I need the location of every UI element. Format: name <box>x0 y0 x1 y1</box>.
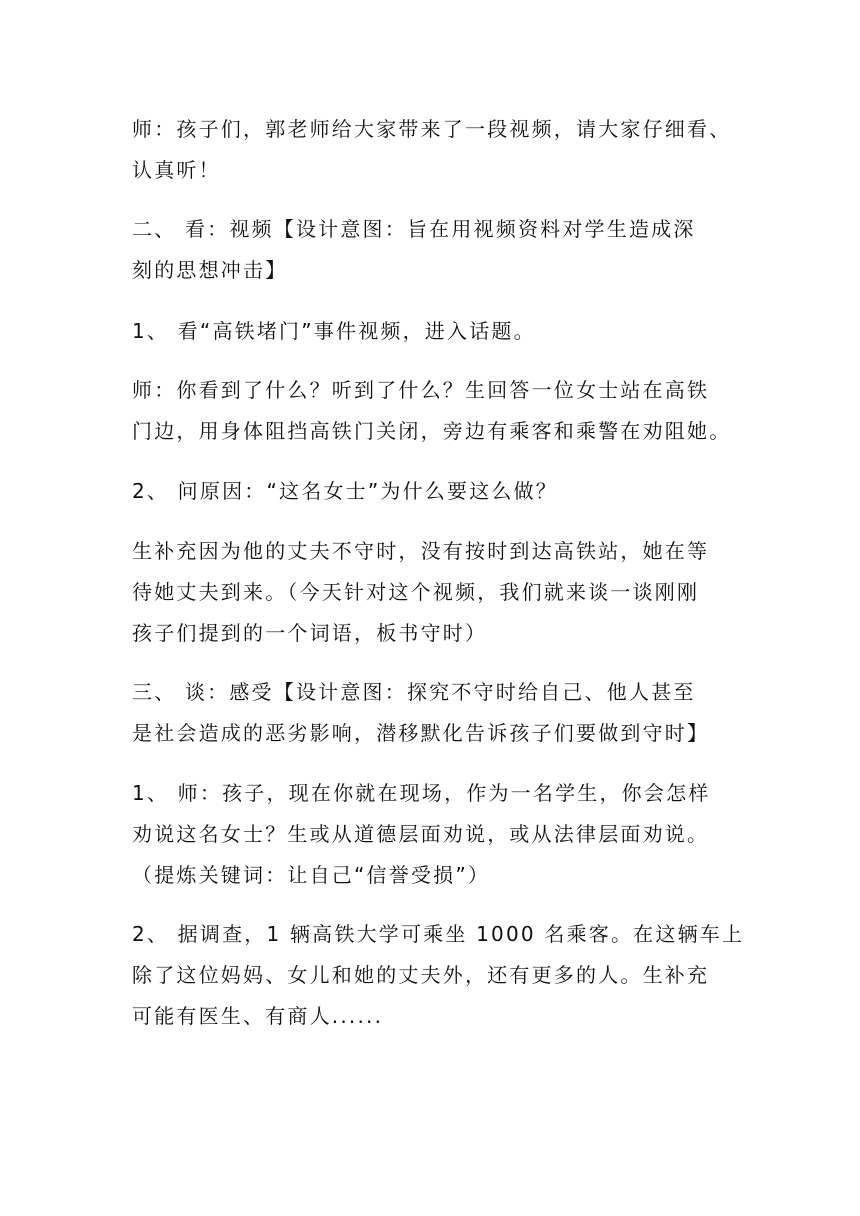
text-line: 认真听！ <box>132 158 221 182</box>
text-line: 除了这位妈妈、女儿和她的丈夫外，还有更多的人。生补充 <box>132 963 710 987</box>
text-line: 1、 看“高铁堵门”事件视频，进入话题。 <box>132 319 536 343</box>
text-line: 师：你看到了什么？听到了什么？生回答一位女士站在高铁 <box>132 378 710 402</box>
text-line: （提炼关键词：让自己“信誉受损”） <box>132 863 491 887</box>
text-line: 孩子们提到的一个词语，板书守时） <box>132 621 488 645</box>
section-heading-watch <box>132 209 732 291</box>
text-line: 三、 谈：感受【设计意图：探究不守时给自己、他人甚至 <box>132 680 696 704</box>
text-line: 待她丈夫到来。（今天针对这个视频，我们就来谈一谈刚刚 <box>132 580 700 604</box>
text-line: 生补充因为他的丈夫不守时，没有按时到达高铁站，她在等 <box>132 539 710 563</box>
list-item-persuade <box>132 773 732 896</box>
text-line: 刻的思想冲击】 <box>132 258 288 282</box>
text-line: 可能有医生、有商人...... <box>132 1004 384 1028</box>
text-line: 二、 看：视频【设计意图：旨在用视频资料对学生造成深 <box>132 217 696 241</box>
list-item-watch-video <box>132 311 732 352</box>
paragraph-student-answer <box>132 531 732 654</box>
text-line: 劝说这名女士？生或从道德层面劝说，或从法律层面劝说。 <box>132 822 710 846</box>
paragraph-teacher-question <box>132 370 732 452</box>
text-line: 门边，用身体阻挡高铁门关闭，旁边有乘客和乘警在劝阻她。 <box>132 419 732 443</box>
list-item-survey <box>132 914 745 1037</box>
text-line: 师：孩子们，郭老师给大家带来了一段视频，请大家仔细看、 <box>132 117 732 141</box>
text-line: 1、 师：孩子，现在你就在现场，作为一名学生，你会怎样 <box>132 781 711 805</box>
section-heading-discuss <box>132 672 732 754</box>
paragraph-teacher-intro <box>132 109 732 191</box>
text-line: 是社会造成的恶劣影响，潜移默化告诉孩子们要做到守时】 <box>132 721 710 745</box>
text-line: 2、 据调查，1 辆高铁大学可乘坐 1000 名乘客。在这辆车上 <box>132 922 745 946</box>
list-item-ask-reason <box>132 471 732 512</box>
text-line: 2、 问原因：“这名女士”为什么要这么做？ <box>132 479 559 503</box>
